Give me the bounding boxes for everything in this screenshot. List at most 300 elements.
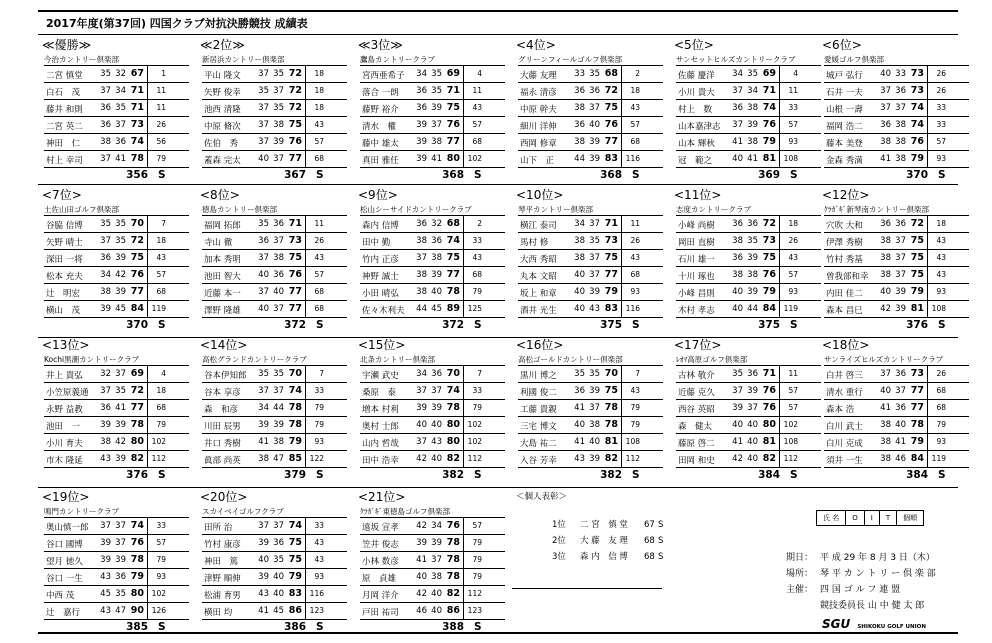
- individual-rank: 93: [936, 287, 946, 296]
- individual-rank: 33: [314, 386, 324, 395]
- player-row: [676, 134, 821, 151]
- player-table: [44, 365, 189, 468]
- individual-rank: 43: [788, 253, 798, 262]
- column-divider: [463, 569, 464, 585]
- player-row: [202, 134, 347, 151]
- out-score: 37: [732, 120, 743, 130]
- team-block: [512, 36, 657, 186]
- in-score: 41: [115, 403, 126, 413]
- player-total: 85: [288, 453, 302, 464]
- player-name: 池西 清隆: [204, 105, 241, 115]
- player-row: [44, 66, 189, 83]
- player-total: 79: [288, 436, 302, 447]
- player-total: 79: [910, 436, 924, 447]
- player-row: [518, 383, 663, 400]
- player-total: 79: [910, 286, 924, 297]
- player-name: 藤原 啓二: [678, 439, 715, 449]
- player-row: [518, 451, 663, 468]
- player-name: 増本 村利: [362, 405, 399, 415]
- out-score: 37: [258, 521, 269, 531]
- player-name: 岡田 直樹: [678, 238, 715, 248]
- title-bar: [38, 10, 958, 35]
- individual-rank: 11: [156, 103, 166, 112]
- in-score: 38: [895, 154, 906, 164]
- player-name: 黒川 博之: [520, 371, 557, 381]
- individual-rank: 26: [788, 236, 798, 245]
- player-name: 原 貞雄: [362, 574, 397, 584]
- out-score: 43: [100, 606, 111, 616]
- in-score: 45: [273, 606, 284, 616]
- individual-rank: 43: [630, 103, 640, 112]
- player-row: [518, 233, 663, 250]
- player-total: 68: [604, 68, 618, 79]
- column-divider: [147, 216, 148, 232]
- score-unit: S: [316, 169, 324, 181]
- out-score: 40: [880, 386, 891, 396]
- club-name: サンライズヒルズカントリークラブ: [824, 355, 944, 364]
- out-score: 40: [574, 287, 585, 297]
- player-name: 眞部 尚英: [204, 456, 241, 466]
- player-total: 74: [910, 102, 924, 113]
- team-total-value: 386: [284, 621, 306, 633]
- column-divider: [305, 569, 306, 585]
- player-name: 神田 仁: [46, 139, 81, 149]
- player-row: [676, 301, 821, 318]
- player-total: 77: [288, 153, 302, 164]
- in-score: 34: [115, 86, 126, 96]
- player-row: [44, 417, 189, 434]
- individual-rank: 112: [151, 454, 166, 463]
- club-name: グリーンフィールゴルフ倶楽部: [518, 55, 623, 64]
- individual-rank: 4: [793, 69, 798, 78]
- individual-rank: 68: [630, 137, 640, 146]
- in-score: 44: [273, 403, 284, 413]
- column-divider: [463, 383, 464, 399]
- score-unit: S: [790, 169, 798, 181]
- out-score: 38: [880, 437, 891, 447]
- team-total-value: 385: [126, 621, 148, 633]
- individual-rank: 108: [931, 304, 946, 313]
- individual-rank: 43: [314, 120, 324, 129]
- out-score: 40: [732, 420, 743, 430]
- in-score: 36: [747, 369, 758, 379]
- team-rank: <21位>: [358, 490, 406, 504]
- team-block: [38, 186, 183, 336]
- player-row: [676, 233, 821, 250]
- in-score: 39: [431, 538, 442, 548]
- individual-rank: 123: [309, 606, 324, 615]
- column-divider: [779, 233, 780, 249]
- player-name: 中西 茂: [46, 591, 75, 601]
- out-score: 39: [258, 572, 269, 582]
- in-score: 39: [895, 287, 906, 297]
- in-score: 39: [747, 386, 758, 396]
- individual-rank: 68: [156, 287, 166, 296]
- player-total: 90: [130, 605, 144, 616]
- player-total: 75: [604, 385, 618, 396]
- column-divider: [305, 417, 306, 433]
- in-score: 38: [431, 137, 442, 147]
- player-name: 福岡 浩二: [826, 122, 863, 132]
- out-score: 34: [100, 270, 111, 280]
- player-name: 竹村 秀基: [826, 255, 863, 265]
- results-sheet: [38, 10, 958, 635]
- player-total: 73: [910, 68, 924, 79]
- in-score: 37: [589, 403, 600, 413]
- in-score: 35: [115, 386, 126, 396]
- individual-rank: 68: [936, 386, 946, 395]
- out-score: 40: [258, 555, 269, 565]
- player-name: 木村 孝志: [678, 306, 715, 316]
- player-table: [202, 65, 347, 168]
- out-score: 43: [258, 589, 269, 599]
- out-score: 36: [574, 120, 585, 130]
- player-name: 竹村 康彦: [204, 540, 241, 550]
- player-row: [202, 366, 347, 383]
- in-score: 40: [895, 420, 906, 430]
- player-total: 79: [762, 286, 776, 297]
- player-total: 77: [446, 269, 460, 280]
- player-name: 松本 充夫: [46, 272, 83, 282]
- player-row: [360, 417, 505, 434]
- out-score: 38: [880, 454, 891, 464]
- player-total: 70: [604, 368, 618, 379]
- player-name: 藤中 雄太: [362, 139, 399, 149]
- player-name: 森 和彦: [204, 405, 239, 415]
- player-total: 76: [130, 269, 144, 280]
- player-row: [360, 250, 505, 267]
- out-score: 37: [258, 69, 269, 79]
- player-row: [676, 267, 821, 284]
- out-score: 38: [880, 420, 891, 430]
- column-divider: [305, 100, 306, 116]
- team-block: [818, 186, 963, 336]
- player-name: 大西 秀昭: [520, 255, 557, 265]
- player-total: 76: [762, 385, 776, 396]
- player-total: 70: [446, 368, 460, 379]
- player-name: 谷口 一生: [46, 574, 83, 584]
- player-row: [44, 117, 189, 134]
- column-divider: [305, 117, 306, 133]
- in-score: 39: [115, 555, 126, 565]
- individual-rank: 112: [467, 589, 482, 598]
- team-total-value: 376: [906, 319, 928, 331]
- in-score: 40: [431, 454, 442, 464]
- out-score: 41: [732, 137, 743, 147]
- player-row: [360, 586, 505, 603]
- column-divider: [927, 434, 928, 450]
- team-block: [38, 336, 183, 486]
- team-rank: <20位>: [200, 490, 248, 504]
- in-score: 34: [747, 86, 758, 96]
- individual-rank: 68: [314, 304, 324, 313]
- column-divider: [927, 233, 928, 249]
- player-total: 79: [288, 571, 302, 582]
- player-total: 71: [762, 368, 776, 379]
- column-divider: [621, 216, 622, 232]
- column-divider: [147, 366, 148, 382]
- player-name: 山内 哲哉: [362, 439, 399, 449]
- individual-rank: 122: [309, 454, 324, 463]
- player-row: [202, 451, 347, 468]
- individual-rank: 93: [630, 287, 640, 296]
- player-row: [44, 267, 189, 284]
- individual-rank: 33: [936, 120, 946, 129]
- player-row: [44, 233, 189, 250]
- player-total: 77: [446, 136, 460, 147]
- player-name: 池田 一: [46, 422, 81, 432]
- out-score: 36: [100, 120, 111, 130]
- player-name: 奥山慎一郎: [46, 523, 89, 533]
- team-rank: <12位>: [822, 188, 870, 202]
- player-name: 宮西亜希子: [362, 71, 405, 81]
- player-row: [360, 66, 505, 83]
- column-divider: [621, 451, 622, 467]
- player-row: [676, 100, 821, 117]
- column-divider: [463, 301, 464, 317]
- player-total: 77: [130, 286, 144, 297]
- out-score: 35: [100, 69, 111, 79]
- individual-rank: 26: [936, 86, 946, 95]
- player-total: 75: [446, 102, 460, 113]
- player-row: [518, 100, 663, 117]
- player-row: [44, 434, 189, 451]
- column-divider: [305, 383, 306, 399]
- out-score: 36: [258, 236, 269, 246]
- player-name: 松浦 育男: [204, 591, 241, 601]
- player-name: 森本 浩: [826, 405, 855, 415]
- column-divider: [927, 134, 928, 150]
- player-total: 74: [446, 385, 460, 396]
- club-name: 鷹島カントリークラブ: [360, 55, 435, 64]
- out-score: 37: [732, 86, 743, 96]
- player-name: 辻 明宏: [46, 289, 81, 299]
- individual-rank: 102: [467, 420, 482, 429]
- column-divider: [305, 233, 306, 249]
- player-name: 山下 正: [520, 156, 555, 166]
- in-score: 37: [273, 236, 284, 246]
- score-unit: S: [790, 469, 798, 481]
- out-score: 36: [416, 103, 427, 113]
- individual-rank: 2: [635, 69, 640, 78]
- individual-rank: 79: [936, 420, 946, 429]
- column-divider: [305, 518, 306, 534]
- individual-rank: 93: [314, 437, 324, 446]
- individual-rank: 33: [472, 236, 482, 245]
- in-score: 40: [747, 420, 758, 430]
- individual-rank: 93: [788, 137, 798, 146]
- team-block: [354, 36, 499, 186]
- column-divider: [621, 267, 622, 283]
- individual-rank: 79: [156, 555, 166, 564]
- in-score: 37: [115, 538, 126, 548]
- in-score: 45: [115, 304, 126, 314]
- player-total: 69: [130, 368, 144, 379]
- individual-rank: 43: [630, 253, 640, 262]
- individual-rank: 11: [630, 219, 640, 228]
- out-score: 33: [574, 69, 585, 79]
- score-unit: S: [158, 319, 166, 331]
- out-score: 36: [100, 253, 111, 263]
- individual-rank: 68: [156, 403, 166, 412]
- column-divider: [463, 586, 464, 602]
- in-score: 37: [895, 386, 906, 396]
- player-table: [44, 517, 189, 620]
- score-unit: S: [938, 169, 946, 181]
- player-total: 76: [762, 119, 776, 130]
- info-value: 四 国 ゴ ル フ 連 盟: [820, 585, 901, 595]
- player-name: 近藤 本一: [204, 289, 241, 299]
- player-total: 78: [288, 402, 302, 413]
- player-name: 山根 一壽: [826, 105, 863, 115]
- individual-rank: 102: [151, 437, 166, 446]
- in-score: 39: [431, 403, 442, 413]
- in-score: 39: [115, 420, 126, 430]
- legend-cell: 氏 名: [817, 511, 846, 525]
- player-row: [202, 216, 347, 233]
- bottom-rule: [38, 632, 958, 634]
- in-score: 39: [115, 287, 126, 297]
- team-rank: <11位>: [674, 188, 722, 202]
- individual-rank: 68: [630, 270, 640, 279]
- column-divider: [147, 518, 148, 534]
- player-total: 70: [288, 368, 302, 379]
- individual-rank: 43: [314, 253, 324, 262]
- column-divider: [779, 267, 780, 283]
- individual-rank: 18: [314, 103, 324, 112]
- individual-rank: 57: [472, 120, 482, 129]
- in-score: 40: [589, 120, 600, 130]
- in-score: 38: [895, 120, 906, 130]
- column-divider: [779, 66, 780, 82]
- team-total-value: 379: [284, 469, 306, 481]
- team-block: [196, 336, 341, 486]
- individual-rank: 93: [314, 572, 324, 581]
- column-divider: [779, 400, 780, 416]
- player-row: [360, 603, 505, 620]
- team-total-value: 369: [758, 169, 780, 181]
- column-divider: [305, 284, 306, 300]
- player-total: 82: [604, 453, 618, 464]
- player-name: 小林 数彦: [362, 557, 399, 567]
- player-row: [360, 233, 505, 250]
- team-rank: <19位>: [42, 490, 90, 504]
- player-row: [676, 417, 821, 434]
- individual-rank: 43: [936, 236, 946, 245]
- player-row: [44, 134, 189, 151]
- player-name: 谷本伊知郎: [204, 371, 247, 381]
- player-name: 清水 重行: [826, 388, 863, 398]
- club-name: ｸﾗｶﾞｷﾞ新琴南カントリー倶楽部: [824, 205, 929, 214]
- score-unit: S: [316, 319, 324, 331]
- player-total: 78: [446, 554, 460, 565]
- individual-rank: 79: [472, 403, 482, 412]
- individual-rank: 18: [156, 236, 166, 245]
- column-legend: [816, 510, 924, 526]
- row-divider: [38, 337, 958, 338]
- individual-rank: 126: [151, 606, 166, 615]
- column-divider: [621, 233, 622, 249]
- column-divider: [147, 267, 148, 283]
- player-row: [518, 434, 663, 451]
- player-total: 75: [288, 252, 302, 263]
- award-score: 68: [644, 536, 655, 546]
- out-score: 37: [100, 86, 111, 96]
- in-score: 38: [747, 137, 758, 147]
- individual-rank: 79: [630, 403, 640, 412]
- player-total: 74: [910, 119, 924, 130]
- player-name: 三宅 博文: [520, 422, 557, 432]
- score-unit: S: [632, 169, 640, 181]
- player-row: [824, 233, 969, 250]
- in-score: 35: [115, 236, 126, 246]
- out-score: 40: [258, 304, 269, 314]
- column-divider: [305, 603, 306, 619]
- player-row: [518, 151, 663, 168]
- player-row: [44, 400, 189, 417]
- out-score: 36: [574, 86, 585, 96]
- individual-rank: 79: [472, 555, 482, 564]
- in-score: 40: [431, 589, 442, 599]
- in-score: 36: [115, 572, 126, 582]
- individual-rank: 79: [472, 538, 482, 547]
- club-name: 新居浜カントリー倶楽部: [202, 55, 285, 64]
- out-score: 35: [574, 369, 585, 379]
- player-name: 大藤 友理: [520, 71, 557, 81]
- individual-rank: 102: [151, 589, 166, 598]
- out-score: 36: [100, 103, 111, 113]
- team-block: [512, 336, 657, 486]
- player-row: [44, 216, 189, 233]
- legend-cell: T: [880, 511, 897, 525]
- individual-rank: 7: [161, 219, 166, 228]
- player-total: 80: [130, 436, 144, 447]
- player-name: 清水 權: [362, 122, 397, 132]
- team-block: [354, 186, 499, 336]
- player-total: 78: [910, 419, 924, 430]
- player-row: [202, 569, 347, 586]
- in-score: 38: [747, 103, 758, 113]
- team-rank: <4位>: [516, 38, 556, 52]
- player-name: 穴吹 大和: [826, 221, 863, 231]
- player-name: 井上 貴弘: [46, 371, 83, 381]
- column-divider: [147, 233, 148, 249]
- player-name: 村上 数: [678, 105, 713, 115]
- out-score: 39: [258, 538, 269, 548]
- column-divider: [621, 284, 622, 300]
- in-score: 39: [747, 120, 758, 130]
- player-name: 福永 清彦: [520, 88, 557, 98]
- player-row: [518, 301, 663, 318]
- club-name: 志度カントリークラブ: [676, 205, 751, 214]
- individual-rank: 57: [788, 270, 798, 279]
- in-score: 35: [115, 103, 126, 113]
- individual-rank: 57: [788, 403, 798, 412]
- player-name: 矢野 俊幸: [204, 88, 241, 98]
- player-row: [824, 383, 969, 400]
- player-row: [202, 151, 347, 168]
- player-row: [518, 284, 663, 301]
- column-divider: [305, 301, 306, 317]
- player-total: 72: [288, 68, 302, 79]
- column-divider: [927, 83, 928, 99]
- in-score: 37: [115, 521, 126, 531]
- player-total: 77: [910, 385, 924, 396]
- player-table: [360, 517, 505, 620]
- out-score: 38: [416, 236, 427, 246]
- in-score: 37: [273, 86, 284, 96]
- player-name: 矢野 晴士: [46, 238, 83, 248]
